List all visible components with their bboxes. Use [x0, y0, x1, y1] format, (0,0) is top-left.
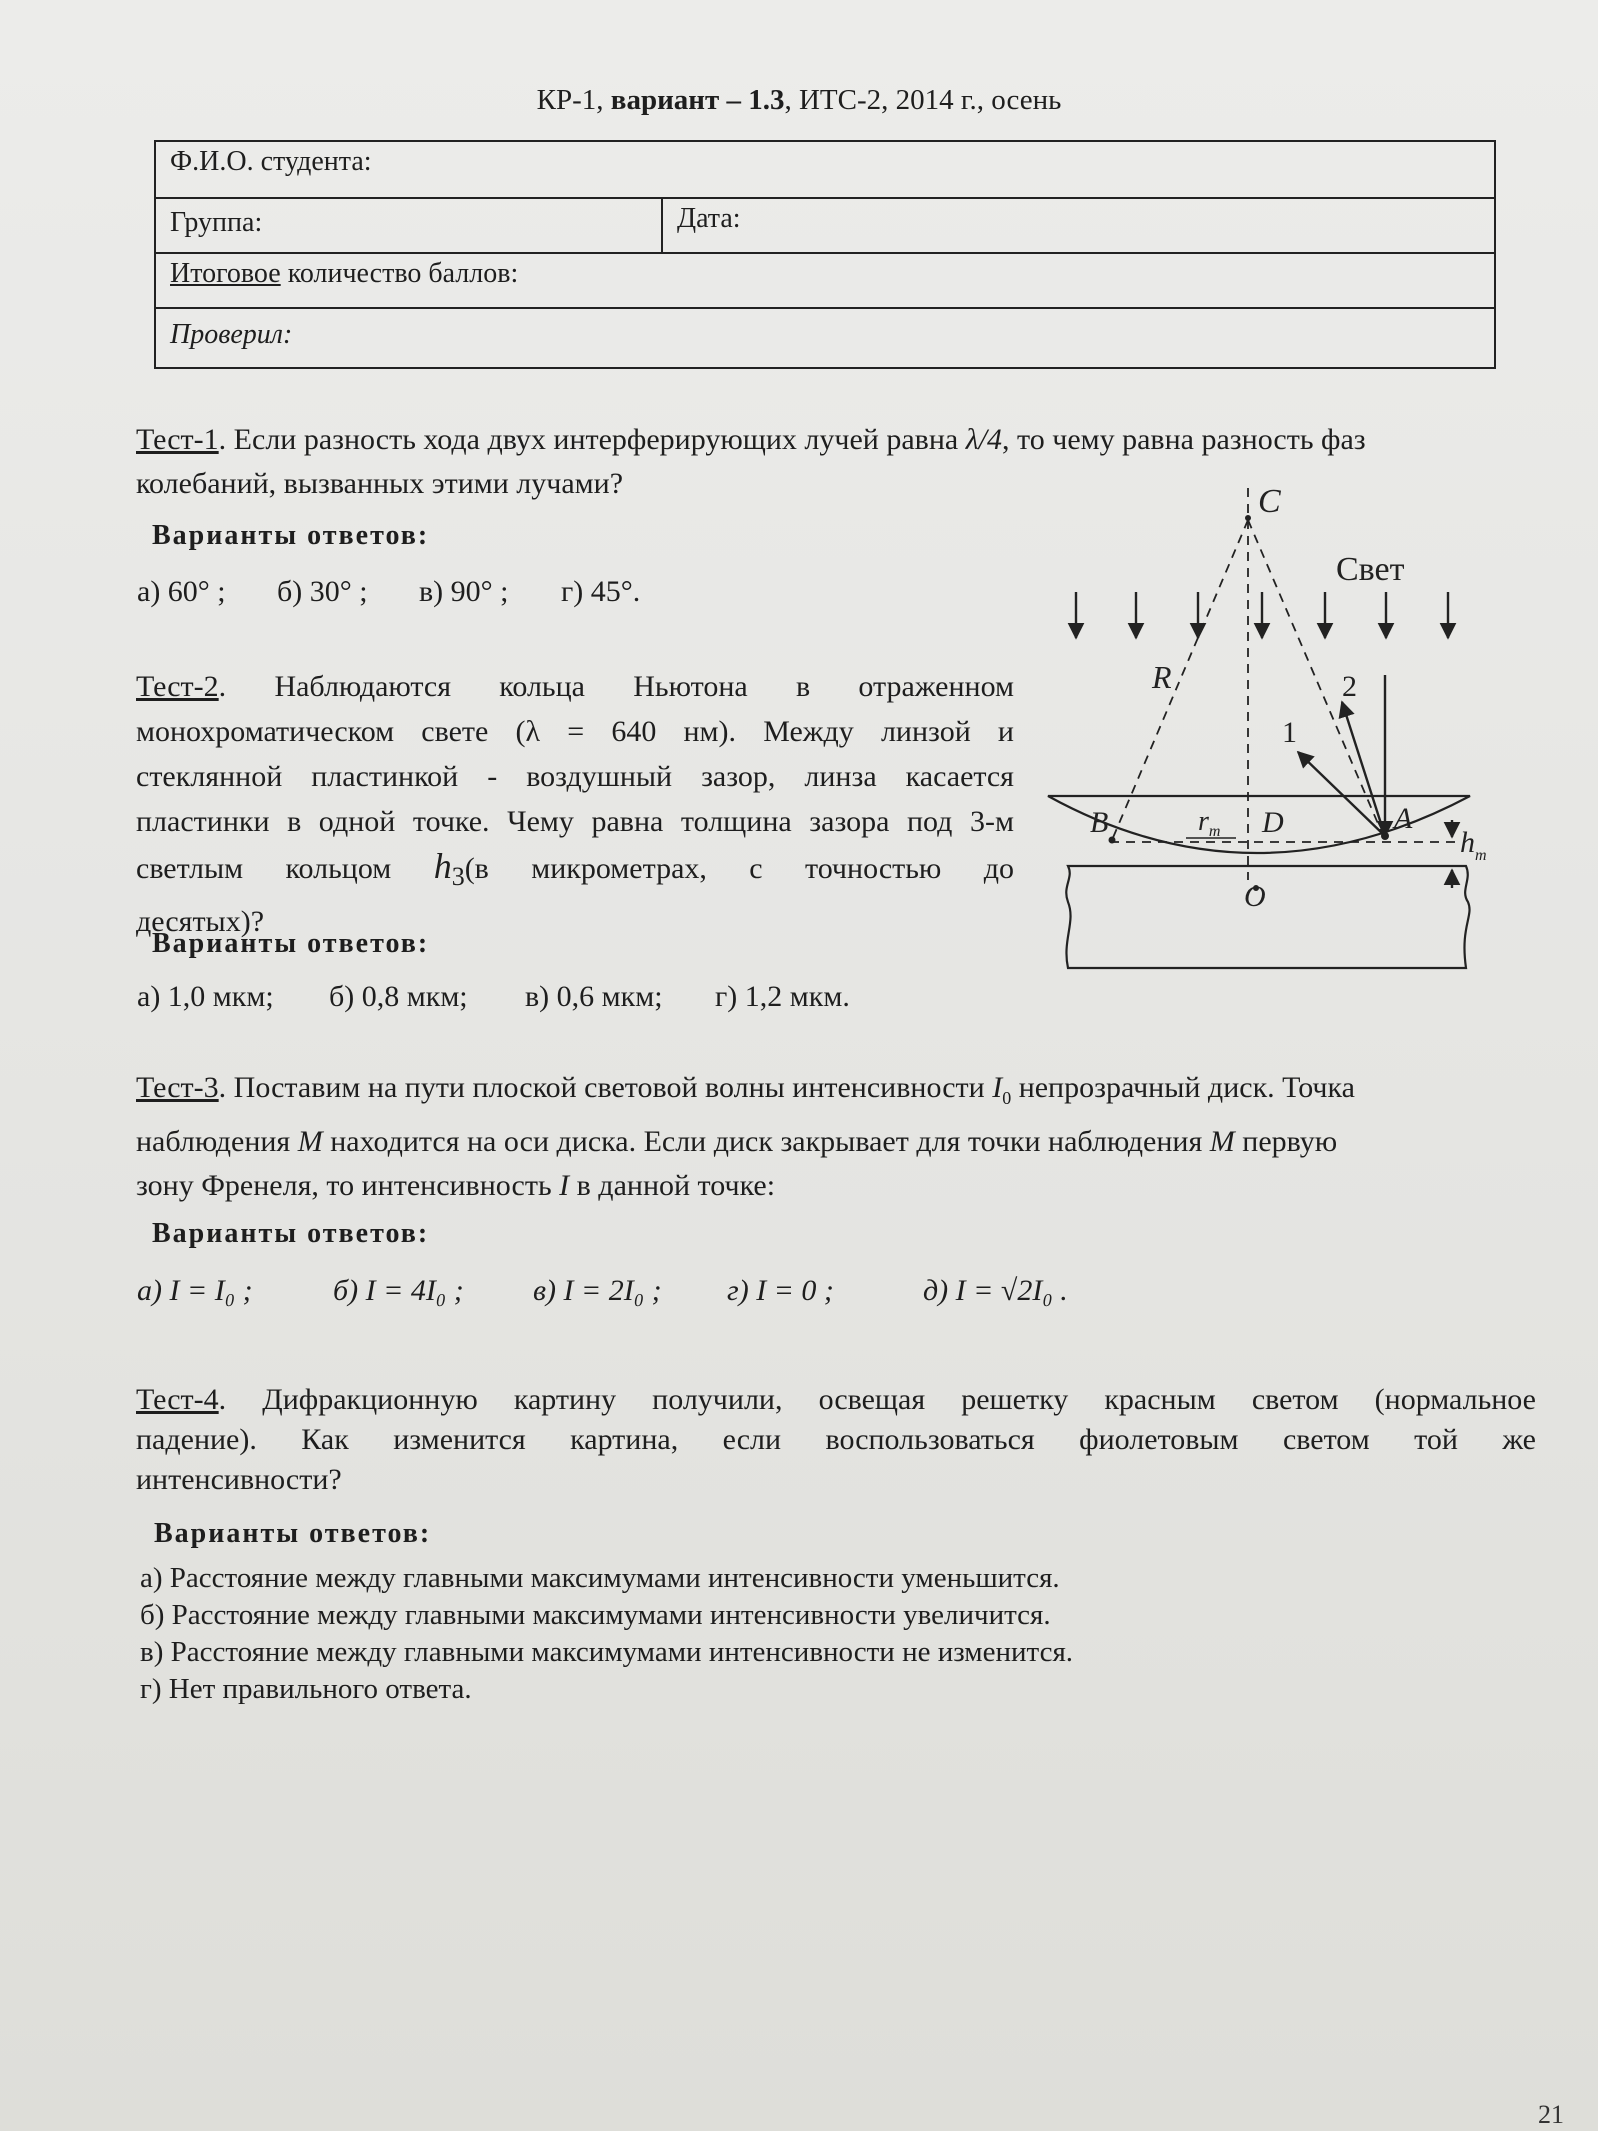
label-rm [1198, 806, 1220, 840]
score-label-underlined: Итоговое [170, 258, 281, 289]
header-group-year: , ИТС-2, 2014 г., осень [784, 84, 1062, 116]
test1-option-d: г) 45°. [561, 575, 641, 608]
test3-M-1: M [297, 1125, 323, 1158]
label-ray-1: 1 [1282, 716, 1297, 749]
test3-M-2: M [1209, 1125, 1235, 1158]
test4-option-b: б) Расстояние между главными максимумами интенсивности увеличится. [140, 1599, 1051, 1631]
test2-option-c: в) 0,6 мкм; [525, 980, 663, 1013]
test4-question [136, 1380, 1536, 1500]
light-arrows [1076, 592, 1448, 638]
test1-option-a: а) 60° ; [137, 575, 226, 608]
test4-options [140, 1560, 1073, 1708]
test3-options [137, 1274, 1068, 1308]
label-h-sub: m [1475, 847, 1487, 864]
student-info-table [154, 140, 1496, 369]
test4-answers-heading: Варианты ответов: [154, 1518, 432, 1549]
label-light: Свет [1336, 551, 1405, 588]
label-ray-2: 2 [1342, 670, 1357, 703]
test2-options [137, 980, 850, 1014]
point-C [1245, 515, 1251, 521]
test3-text-2b: находится на оси диска. Если диск закрывает для точки наблюдения [322, 1125, 1210, 1158]
checked-row [156, 309, 1494, 367]
test1-math: λ/4 [965, 423, 1003, 456]
test2-title: Тест-2 [136, 670, 219, 703]
test3-option-b: б) I = 4I₀ ; [333, 1274, 464, 1307]
point-B [1109, 837, 1116, 844]
test3-answers-heading: Варианты ответов: [152, 1218, 430, 1249]
test4-option-c: в) Расстояние между главными максимумами интенсивности не изменится. [140, 1636, 1074, 1668]
test4-title: Тест-4 [136, 1383, 219, 1416]
score-label [156, 254, 532, 307]
group-label: Группа: [156, 199, 663, 252]
test3-I-symbol: I [992, 1071, 1003, 1104]
test4-line1 [136, 1380, 1536, 1420]
date-label: Дата: [677, 203, 741, 234]
test2-answers-heading: Варианты ответов: [152, 928, 430, 959]
test3-option-a: а) I = I₀ ; [137, 1274, 253, 1307]
test3-text-1b: непрозрачный диск. Точка [1011, 1071, 1355, 1104]
test1-answers-heading: Варианты ответов: [152, 520, 430, 551]
test1-line1 [136, 418, 1506, 462]
test3-I-intensity: I [559, 1169, 570, 1202]
label-hm [1460, 826, 1487, 864]
label-r: r [1198, 806, 1209, 837]
test2-question [136, 664, 1014, 944]
test3-I0 [992, 1071, 1012, 1108]
label-r-sub: m [1208, 823, 1221, 840]
test2-option-d: г) 1,2 мкм. [715, 980, 850, 1013]
test4-option-a: а) Расстояние между главными максимумами интенсивности уменьшится. [140, 1562, 1060, 1594]
point-A [1381, 832, 1389, 840]
test4-line3: интенсивности? [136, 1463, 342, 1496]
test2-option-b: б) 0,8 мкм; [329, 980, 468, 1013]
test2-text-5b: (в микрометрах, с точностью до [464, 852, 1015, 885]
test3-line2 [136, 1120, 1532, 1164]
test4-line2: падение). Как изменится картина, если воспользоваться фиолетовым светом той же [136, 1423, 1536, 1456]
label-C: C [1258, 483, 1281, 520]
test3-text-3b: в данной точке: [569, 1169, 776, 1202]
page-header [0, 84, 1598, 117]
test2-line5 [136, 844, 1014, 899]
label-h: h [1460, 826, 1475, 859]
test1-options [137, 575, 640, 609]
label-R: R [1152, 659, 1172, 695]
test1-option-b: б) 30° ; [277, 575, 368, 608]
header-course: КР-1, [536, 84, 611, 116]
test3-text-2c: первую [1234, 1125, 1338, 1158]
score-row [156, 254, 1494, 309]
student-name-label: Ф.И.О. студента: [170, 146, 372, 177]
test2-h-sub: 3 [451, 862, 465, 891]
score-label-rest: количество баллов: [280, 258, 519, 289]
test1-line2: колебаний, вызванных этими лучами? [136, 467, 624, 500]
test3-option-d: г) I = 0 ; [727, 1274, 834, 1307]
test2-line2: монохроматическом свете (λ = 640 нм). Между линзой и [136, 715, 1014, 748]
label-D: D [1262, 806, 1284, 839]
test3-text-3a: зону Френеля, то интенсивность [136, 1169, 560, 1202]
test3-text-1a: . Поставим на пути плоской световой волны интенсивности [218, 1071, 993, 1104]
test2-line4: пластинки в одной точке. Чему равна толщина зазора под 3-м [136, 805, 1014, 838]
group-date-row [156, 199, 1494, 254]
test3-option-c: в) I = 2I₀ ; [533, 1274, 662, 1307]
test2-h3 [433, 846, 465, 891]
test1-text-a: . Если разность хода двух интерферирующих лучей равна [218, 423, 966, 456]
label-A: A [1394, 802, 1413, 835]
label-B: B [1090, 806, 1109, 839]
test3-option-e: д) I = √2I₀ . [923, 1274, 1068, 1307]
test2-line1 [136, 664, 1014, 709]
test4-option-d: г) Нет правильного ответа. [140, 1673, 472, 1705]
test2-line3: стеклянной пластинкой - воздушный зазор, линза касается [136, 760, 1014, 793]
test1-title: Тест-1 [136, 423, 219, 456]
test3-line1 [136, 1066, 1532, 1120]
test2-option-a: а) 1,0 мкм; [137, 980, 274, 1013]
test2-line6: десятых)? [136, 905, 265, 938]
header-variant: вариант – 1.3 [610, 84, 785, 116]
test2-text-5a: светлым кольцом [136, 852, 434, 885]
test2-text-1: . Наблюдаются кольца Ньютона в отраженном [218, 670, 1014, 703]
student-name-row [156, 142, 1494, 199]
test3-line3 [136, 1164, 1532, 1208]
test3-text-2a: наблюдения [136, 1125, 298, 1158]
label-O: O [1244, 880, 1266, 913]
test3-I-sub: 0 [1002, 1088, 1012, 1108]
test2-h-symbol: h [433, 846, 452, 886]
glass-plate [1066, 866, 1469, 968]
page-number: 21 [1538, 2100, 1564, 2129]
test4-text-1: . Дифракционную картину получили, освещая решетку красным светом (нормальное [218, 1383, 1536, 1416]
test1-text-b: , то чему равна разность фаз [1002, 423, 1366, 456]
newton-rings-diagram [1040, 470, 1500, 980]
test1-option-c: в) 90° ; [419, 575, 509, 608]
test3-title: Тест-3 [136, 1071, 219, 1104]
test3-question [136, 1066, 1532, 1208]
radius-line-left [1112, 520, 1248, 840]
checked-label: Проверил: [170, 319, 293, 350]
